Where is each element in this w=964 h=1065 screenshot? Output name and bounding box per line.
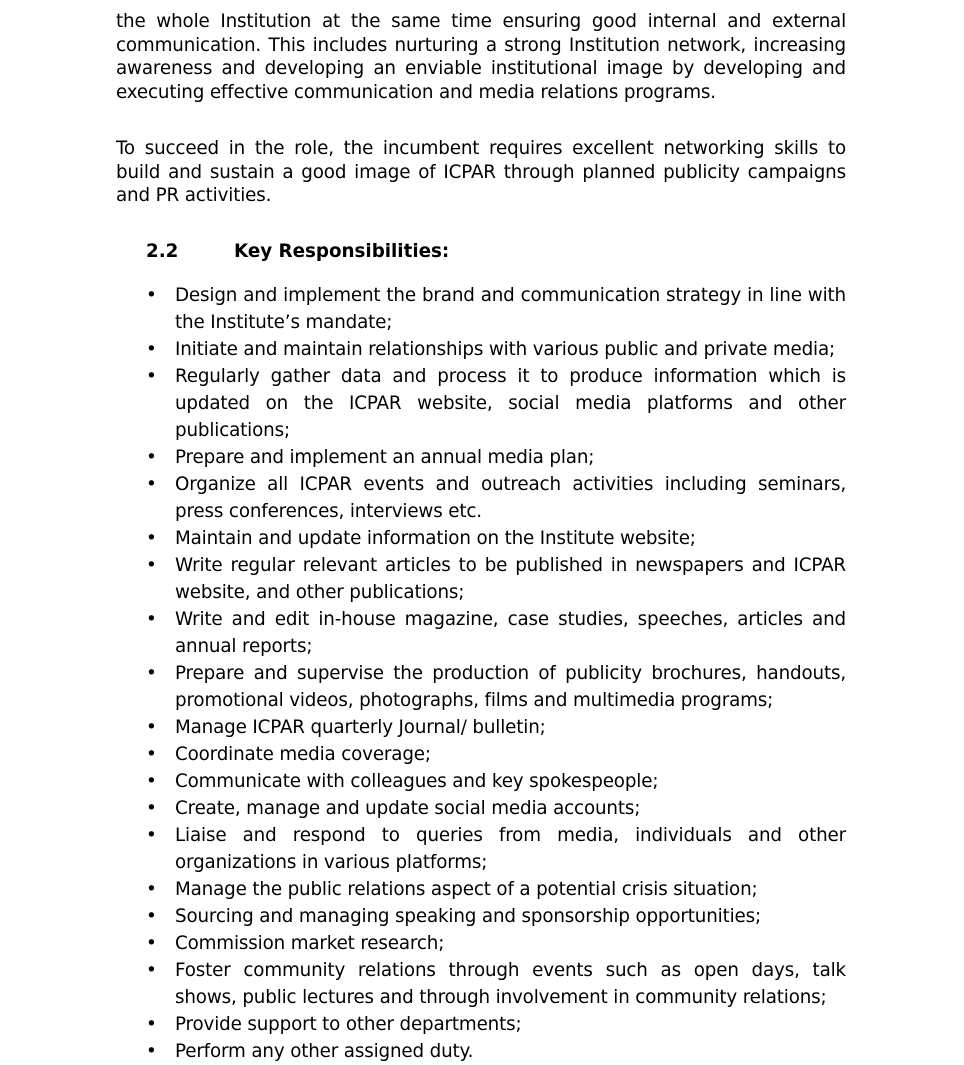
bullet-icon: • <box>146 473 157 495</box>
responsibility-text: Create, manage and update social media accounts; <box>175 797 641 819</box>
document-page <box>116 10 846 1065</box>
responsibility-text: Write and edit in-house magazine, case studies, speeches, articles and annual reports; <box>175 608 846 657</box>
bullet-icon: • <box>146 1013 157 1035</box>
responsibility-item <box>116 660 846 714</box>
bullet-icon: • <box>146 878 157 900</box>
responsibilities-list <box>116 282 846 1065</box>
responsibility-text: Manage the public relations aspect of a potential crisis situation; <box>175 878 758 900</box>
responsibility-item <box>116 525 846 552</box>
responsibility-text: Prepare and supervise the production of publicity brochures, handouts, promotional videos, photographs, films and multimedia programs; <box>175 662 846 711</box>
responsibility-item <box>116 336 846 363</box>
bullet-icon: • <box>146 446 157 468</box>
responsibility-item <box>116 444 846 471</box>
responsibility-item <box>116 363 846 444</box>
bullet-icon: • <box>146 554 157 576</box>
responsibility-text: Write regular relevant articles to be published in newspapers and ICPAR website, and other publications; <box>175 554 846 603</box>
bullet-icon: • <box>146 284 157 306</box>
responsibility-item <box>116 741 846 768</box>
responsibility-item <box>116 903 846 930</box>
responsibility-text: Maintain and update information on the Institute website; <box>175 527 696 549</box>
responsibility-text: Foster community relations through events such as open days, talk shows, public lectures and through involvement in community relations; <box>175 959 846 1008</box>
responsibility-text: Prepare and implement an annual media plan; <box>175 446 595 468</box>
responsibility-text: Coordinate media coverage; <box>175 743 431 765</box>
responsibility-item <box>116 1038 846 1065</box>
intro-paragraph-continued: the whole Institution at the same time ensuring good internal and external communication. This includes nurturing a strong Institution network, increasing awareness and developing an enviable institutional image by developing and executing effective communication and media relations programs. <box>116 11 846 104</box>
bullet-icon: • <box>146 662 157 684</box>
responsibility-text: Organize all ICPAR events and outreach activities including seminars, press conferences, interviews etc. <box>175 473 846 522</box>
bullet-icon: • <box>146 716 157 738</box>
bullet-icon: • <box>146 770 157 792</box>
responsibility-item <box>116 930 846 957</box>
bullet-icon: • <box>146 338 157 360</box>
responsibility-item <box>116 768 846 795</box>
bullet-icon: • <box>146 1040 157 1062</box>
responsibility-text: Perform any other assigned duty. <box>175 1040 474 1062</box>
bullet-icon: • <box>146 608 157 630</box>
responsibility-item <box>116 957 846 1011</box>
responsibility-text: Provide support to other departments; <box>175 1013 522 1035</box>
responsibility-item <box>116 282 846 336</box>
responsibility-item <box>116 714 846 741</box>
bullet-icon: • <box>146 743 157 765</box>
responsibility-item <box>116 795 846 822</box>
responsibility-item <box>116 606 846 660</box>
responsibility-item <box>116 471 846 525</box>
responsibility-item <box>116 822 846 876</box>
responsibility-item <box>116 876 846 903</box>
responsibility-item <box>116 1011 846 1038</box>
responsibility-text: Sourcing and managing speaking and sponsorship opportunities; <box>175 905 762 927</box>
responsibility-text: Design and implement the brand and communication strategy in line with the Institute’s mandate; <box>175 284 846 333</box>
bullet-icon: • <box>146 824 157 846</box>
section-number: 2.2 <box>146 240 179 262</box>
responsibility-text: Regularly gather data and process it to produce information which is updated on the ICPAR website, social media platforms and other publications; <box>175 365 846 441</box>
bullet-icon: • <box>146 527 157 549</box>
responsibility-text: Communicate with colleagues and key spokespeople; <box>175 770 659 792</box>
bullet-icon: • <box>146 959 157 981</box>
bullet-icon: • <box>146 365 157 387</box>
bullet-icon: • <box>146 905 157 927</box>
bullet-icon: • <box>146 932 157 954</box>
section-heading <box>146 240 846 264</box>
responsibility-item <box>116 552 846 606</box>
bullet-icon: • <box>146 797 157 819</box>
responsibility-text: Initiate and maintain relationships with various public and private media; <box>175 338 836 360</box>
section-title: Key Responsibilities: <box>234 240 450 262</box>
role-success-paragraph: To succeed in the role, the incumbent requires excellent networking skills to build and sustain a good image of ICPAR through planned publicity campaigns and PR activities. <box>116 137 846 207</box>
responsibility-text: Liaise and respond to queries from media, individuals and other organizations in various platforms; <box>175 824 846 873</box>
responsibility-text: Commission market research; <box>175 932 445 954</box>
responsibility-text: Manage ICPAR quarterly Journal/ bulletin; <box>175 716 546 738</box>
